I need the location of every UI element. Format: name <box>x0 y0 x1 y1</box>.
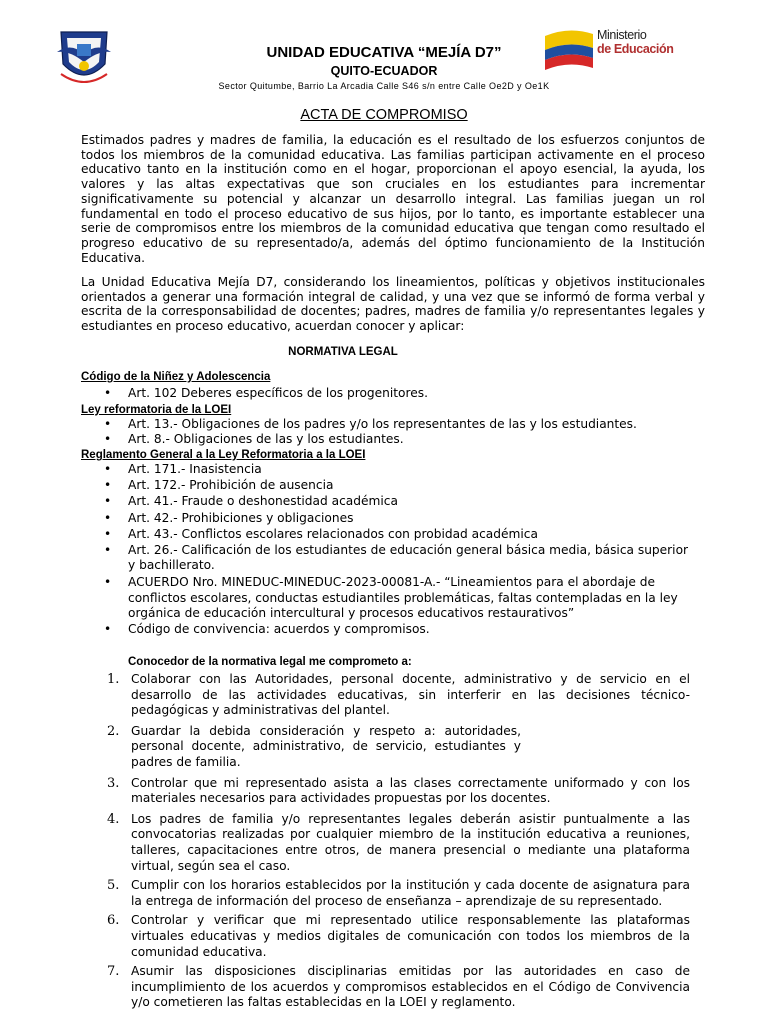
ministry-line-1: Ministerio <box>597 28 647 42</box>
commitments-list <box>104 672 690 1011</box>
law-heading-loei: Ley reformatoria de la LOEI <box>81 404 232 416</box>
commitment-number: 5. <box>107 878 120 894</box>
commitment-text: Controlar que mi representado asista a las clases correctamente uniformado y con los materiales necesarios para actividades propuestas por los docentes. <box>131 775 690 806</box>
commitment-number: 2. <box>107 723 120 739</box>
document-title <box>0 107 768 123</box>
commitment-text: Cumplir con los horarios establecidos por la institución y cada docente de asignatura para la entrega de información del proceso de enseñanza – aprendizaje de su representado. <box>131 878 690 908</box>
law-item: • Art. 8.- Obligaciones de las y los estudiantes. <box>104 432 694 447</box>
commitment-number: 7. <box>107 964 120 980</box>
commitment-text: Guardar la debida consideración y respeto a: autoridades, personal docente, administrativo, de servicio, estudiantes y padres de familia. <box>131 723 521 769</box>
law-heading-codigo: Código de la Niñez y Adolescencia <box>81 371 271 383</box>
law-item: • Art. 43.- Conflictos escolares relacionados con probidad académica <box>104 527 694 542</box>
commitment-item <box>104 878 690 909</box>
commitment-item <box>104 724 521 771</box>
law-heading-reglamento: Reglamento General a la Ley Reformatoria a la LOEI <box>81 449 366 461</box>
law-item: • Art. 42.- Prohibiciones y obligaciones <box>104 511 694 526</box>
law-item: • Art. 41.- Fraude o deshonestidad académica <box>104 494 694 509</box>
law-item: • Art. 172.- Prohibición de ausencia <box>104 478 694 493</box>
normativa-title: NORMATIVA LEGAL <box>288 346 398 358</box>
law-item: • Art. 171.- Inasistencia <box>104 462 694 477</box>
institution-city: QUITO-ECUADOR <box>330 64 438 78</box>
commitment-item <box>104 776 690 807</box>
commitments-heading: Conocedor de la normativa legal me comprometo a: <box>128 656 412 668</box>
commitment-item <box>104 964 690 1011</box>
commitment-text: Los padres de familia y/o representantes legales deberán asistir puntualmente a las convocatorias realizadas por cualquier miembro de la institución educativa a reuniones, talleres, capacitaciones entre otros, de manera presencial o mediante una plataforma virtual, según sea el caso. <box>131 811 690 873</box>
law-list-reglamento <box>104 462 694 637</box>
ministry-line-2: de Educación <box>597 42 674 56</box>
second-paragraph: La Unidad Educativa Mejía D7, considerando los lineamientos, políticas y objetivos institucionales orientados a generar una formación integral de calidad, y una vez que se informó de forma verbal y escrita de la corresponsabilidad de docentes; padres, madres de familia y/o representantes legales y estudiantes en proceso educativo, acuerdan conocer y aplicar: <box>81 275 705 334</box>
law-list-loei <box>104 417 694 447</box>
commitment-item <box>104 913 690 960</box>
commitment-text: Asumir las disposiciones disciplinarias emitidas por las autoridades en caso de incumplimiento de los acuerdos y compromisos establecidos en el Código de Convivencia y/o cometieren las faltas establecidas en la LOEI y reglamento. <box>131 964 690 1010</box>
law-item: • Art. 26.- Calificación de los estudiantes de educación general básica media, básica superior y bachillerato. <box>104 543 694 573</box>
law-item: • ACUERDO Nro. MINEDUC-MINEDUC-2023-00081-A.- “Lineamientos para el abordaje de conflictos escolares, conductas estudiantiles problemáticas, faltas contempladas en la ley orgánica de educación intercultural y procesos educativos restaurativos” <box>104 575 694 621</box>
commitment-number: 1. <box>107 672 120 687</box>
law-item: • Código de convivencia: acuerdos y compromisos. <box>104 622 694 637</box>
cropped-contact-line <box>500 94 630 98</box>
commitment-item <box>104 812 690 874</box>
commitment-number: 3. <box>107 775 120 791</box>
law-list-codigo <box>104 386 694 401</box>
law-item: • Art. 13.- Obligaciones de los padres y/o los representantes de las y los estudiantes. <box>104 417 694 432</box>
institution-name: UNIDAD EDUCATIVA “MEJÍA D7” <box>266 44 502 61</box>
commitment-text: Controlar y verificar que mi representado utilice responsablemente las plataformas virtuales educativas y medios digitales de comunicación con todos los miembros de la comunidad educativa. <box>131 913 690 959</box>
document-title-text: ACTA DE COMPROMISO <box>300 107 468 123</box>
commitment-item <box>104 672 690 719</box>
intro-paragraph: Estimados padres y madres de familia, la educación es el resultado de los esfuerzos conjuntos de todos los miembros de la comunidad educativa. Las familias participan activamente en el proceso educativo tanto en la institución como en el hogar, proporcionan el apoyo esencial, la ayuda, los valores y las altas expectativas que son cruciales en los estudiantes para incrementar significativamente su potencial y alcanzar un desarrollo integral. Las familias juegan un rol fundamental en todo el proceso educativo de sus hijos, por lo tanto, es importante establecer una serie de compromisos entre los miembros de la comunidad educativa que tengan como resultado el progreso educativo de su representado/a, además del óptimo funcionamiento de la Institución Educativa. <box>81 133 705 265</box>
institution-address: Sector Quitumbe, Barrio La Arcadia Calle S46 s/n entre Calle Oe2D y Oe1K <box>218 81 550 91</box>
commitment-text: Colaborar con las Autoridades, personal docente, administrativo y de servicio en el desarrollo de las actividades educativas, sin interferir en las decisiones técnico-pedagógicas y administrativas del plantel. <box>131 672 690 718</box>
law-item: • Art. 102 Deberes específicos de los progenitores. <box>104 386 694 401</box>
commitment-number: 4. <box>107 811 120 827</box>
commitment-number: 6. <box>107 913 120 929</box>
